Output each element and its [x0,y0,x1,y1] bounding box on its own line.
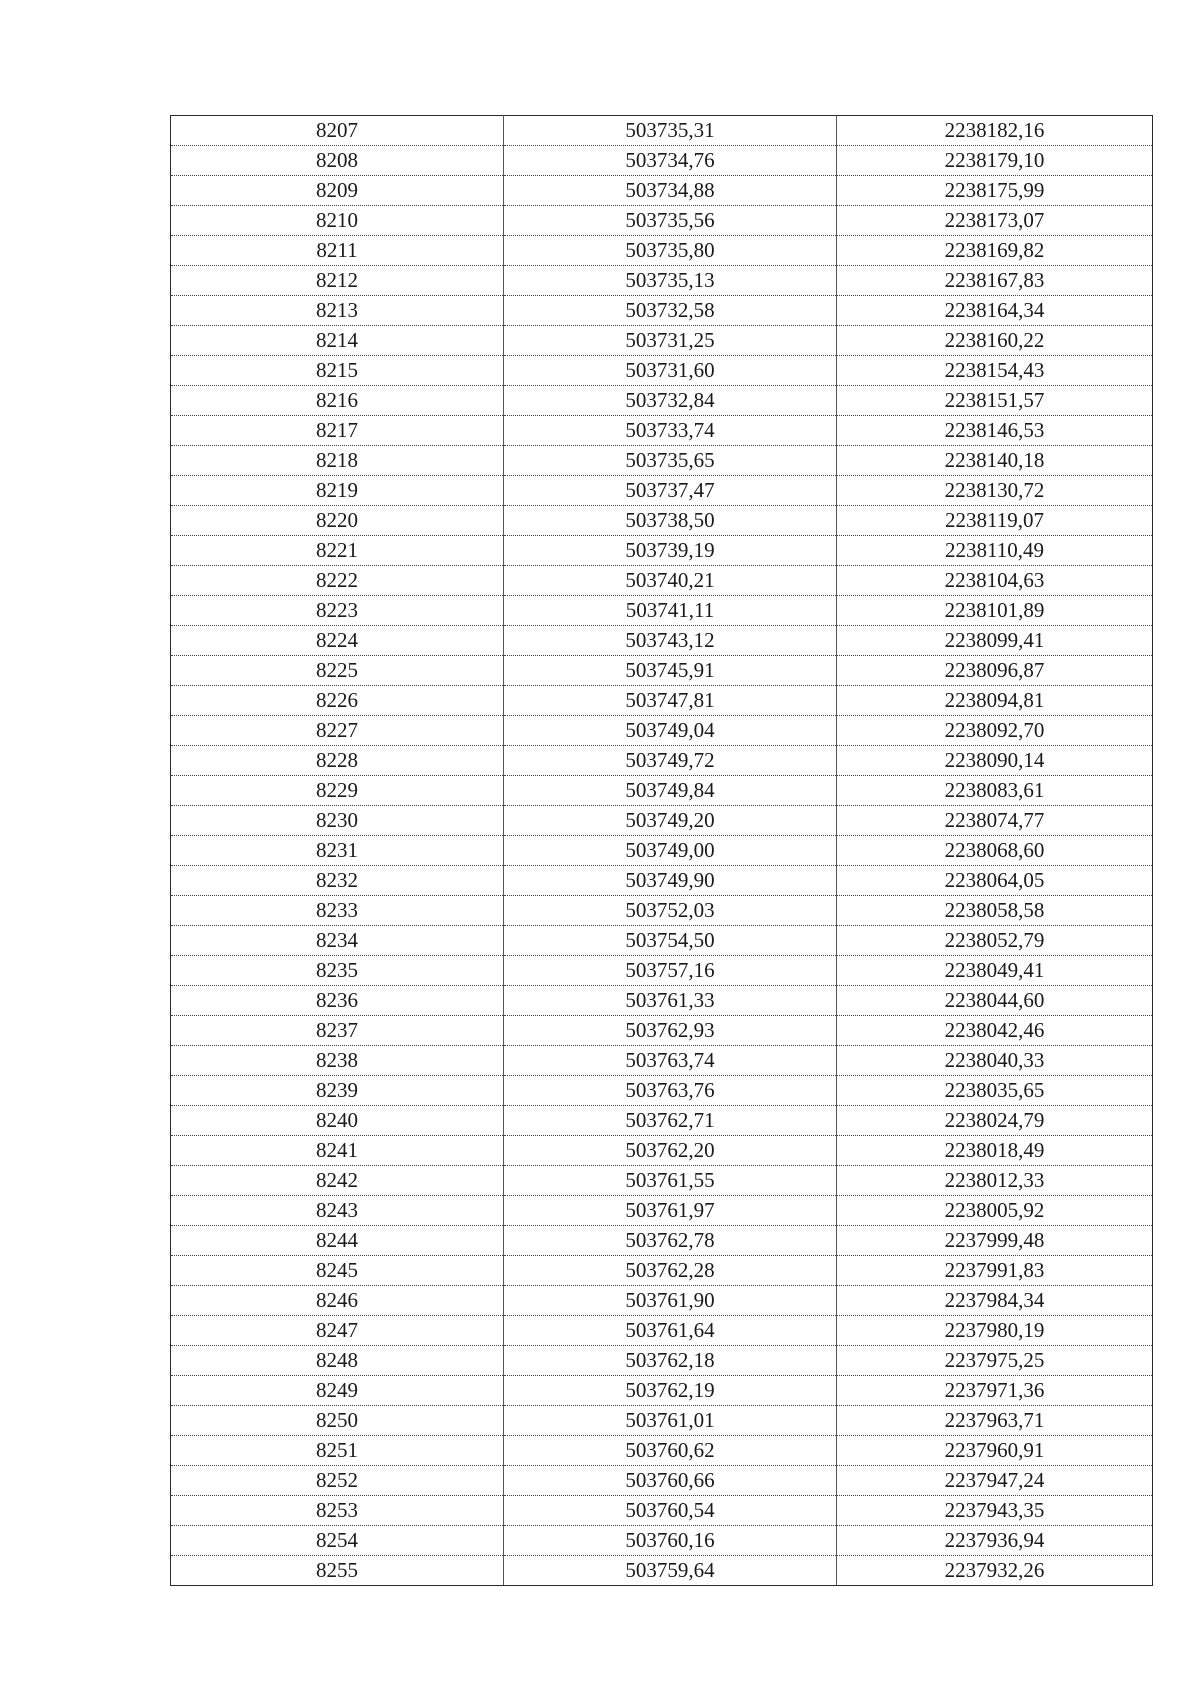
point-number-cell: 8247 [171,1316,504,1346]
x-coordinate-cell: 503759,64 [504,1556,837,1586]
x-coordinate-cell: 503732,58 [504,296,837,326]
y-coordinate-cell: 2238130,72 [837,476,1153,506]
table-row [171,1436,1153,1466]
point-number-cell: 8220 [171,506,504,536]
point-number-cell: 8252 [171,1466,504,1496]
table-row [171,1226,1153,1256]
y-coordinate-cell: 2238175,99 [837,176,1153,206]
y-coordinate-cell: 2238179,10 [837,146,1153,176]
point-number-cell: 8232 [171,866,504,896]
table-row [171,1466,1153,1496]
y-coordinate-cell: 2238044,60 [837,986,1153,1016]
x-coordinate-cell: 503731,25 [504,326,837,356]
y-coordinate-cell: 2237963,71 [837,1406,1153,1436]
table-row [171,836,1153,866]
point-number-cell: 8238 [171,1046,504,1076]
x-coordinate-cell: 503735,56 [504,206,837,236]
x-coordinate-cell: 503760,66 [504,1466,837,1496]
table-row [171,1496,1153,1526]
y-coordinate-cell: 2238074,77 [837,806,1153,836]
table-row [171,1526,1153,1556]
y-coordinate-cell: 2238119,07 [837,506,1153,536]
point-number-cell: 8250 [171,1406,504,1436]
point-number-cell: 8240 [171,1106,504,1136]
x-coordinate-cell: 503749,00 [504,836,837,866]
point-number-cell: 8235 [171,956,504,986]
point-number-cell: 8231 [171,836,504,866]
point-number-cell: 8242 [171,1166,504,1196]
point-number-cell: 8210 [171,206,504,236]
coordinates-table [170,115,1153,1586]
point-number-cell: 8223 [171,596,504,626]
table-row [171,626,1153,656]
x-coordinate-cell: 503762,20 [504,1136,837,1166]
point-number-cell: 8228 [171,746,504,776]
y-coordinate-cell: 2238099,41 [837,626,1153,656]
point-number-cell: 8219 [171,476,504,506]
y-coordinate-cell: 2238018,49 [837,1136,1153,1166]
x-coordinate-cell: 503762,78 [504,1226,837,1256]
y-coordinate-cell: 2237975,25 [837,1346,1153,1376]
y-coordinate-cell: 2238083,61 [837,776,1153,806]
point-number-cell: 8221 [171,536,504,566]
table-row [171,896,1153,926]
x-coordinate-cell: 503760,16 [504,1526,837,1556]
table-row [171,1106,1153,1136]
y-coordinate-cell: 2238154,43 [837,356,1153,386]
point-number-cell: 8227 [171,716,504,746]
table-row [171,236,1153,266]
x-coordinate-cell: 503735,80 [504,236,837,266]
point-number-cell: 8212 [171,266,504,296]
point-number-cell: 8213 [171,296,504,326]
y-coordinate-cell: 2238101,89 [837,596,1153,626]
table-row [171,476,1153,506]
y-coordinate-cell: 2238040,33 [837,1046,1153,1076]
table-row [171,1286,1153,1316]
y-coordinate-cell: 2237943,35 [837,1496,1153,1526]
y-coordinate-cell: 2238169,82 [837,236,1153,266]
y-coordinate-cell: 2237984,34 [837,1286,1153,1316]
table-row [171,326,1153,356]
table-row [171,506,1153,536]
point-number-cell: 8214 [171,326,504,356]
x-coordinate-cell: 503735,13 [504,266,837,296]
x-coordinate-cell: 503749,20 [504,806,837,836]
y-coordinate-cell: 2238035,65 [837,1076,1153,1106]
y-coordinate-cell: 2237932,26 [837,1556,1153,1586]
point-number-cell: 8226 [171,686,504,716]
x-coordinate-cell: 503739,19 [504,536,837,566]
point-number-cell: 8233 [171,896,504,926]
point-number-cell: 8225 [171,656,504,686]
x-coordinate-cell: 503761,33 [504,986,837,1016]
x-coordinate-cell: 503761,90 [504,1286,837,1316]
point-number-cell: 8254 [171,1526,504,1556]
x-coordinate-cell: 503760,62 [504,1436,837,1466]
point-number-cell: 8211 [171,236,504,266]
x-coordinate-cell: 503749,90 [504,866,837,896]
y-coordinate-cell: 2238094,81 [837,686,1153,716]
x-coordinate-cell: 503762,19 [504,1376,837,1406]
table-row [171,116,1153,146]
table-row [171,986,1153,1016]
x-coordinate-cell: 503761,64 [504,1316,837,1346]
point-number-cell: 8230 [171,806,504,836]
table-row [171,416,1153,446]
x-coordinate-cell: 503762,71 [504,1106,837,1136]
y-coordinate-cell: 2238064,05 [837,866,1153,896]
table-row [171,386,1153,416]
x-coordinate-cell: 503761,97 [504,1196,837,1226]
y-coordinate-cell: 2237947,24 [837,1466,1153,1496]
point-number-cell: 8246 [171,1286,504,1316]
y-coordinate-cell: 2238110,49 [837,536,1153,566]
point-number-cell: 8253 [171,1496,504,1526]
point-number-cell: 8234 [171,926,504,956]
table-row [171,206,1153,236]
point-number-cell: 8216 [171,386,504,416]
y-coordinate-cell: 2237971,36 [837,1376,1153,1406]
table-row [171,1046,1153,1076]
x-coordinate-cell: 503749,72 [504,746,837,776]
x-coordinate-cell: 503761,01 [504,1406,837,1436]
table-row [171,1196,1153,1226]
point-number-cell: 8243 [171,1196,504,1226]
x-coordinate-cell: 503757,16 [504,956,837,986]
table-row [171,806,1153,836]
x-coordinate-cell: 503731,60 [504,356,837,386]
point-number-cell: 8215 [171,356,504,386]
point-number-cell: 8251 [171,1436,504,1466]
point-number-cell: 8222 [171,566,504,596]
point-number-cell: 8218 [171,446,504,476]
table-row [171,566,1153,596]
point-number-cell: 8244 [171,1226,504,1256]
y-coordinate-cell: 2238160,22 [837,326,1153,356]
y-coordinate-cell: 2238164,34 [837,296,1153,326]
point-number-cell: 8255 [171,1556,504,1586]
x-coordinate-cell: 503745,91 [504,656,837,686]
x-coordinate-cell: 503762,18 [504,1346,837,1376]
y-coordinate-cell: 2238005,92 [837,1196,1153,1226]
x-coordinate-cell: 503763,76 [504,1076,837,1106]
x-coordinate-cell: 503741,11 [504,596,837,626]
table-row [171,356,1153,386]
y-coordinate-cell: 2238092,70 [837,716,1153,746]
point-number-cell: 8248 [171,1346,504,1376]
y-coordinate-cell: 2238096,87 [837,656,1153,686]
y-coordinate-cell: 2237991,83 [837,1256,1153,1286]
table-row [171,146,1153,176]
table-row [171,596,1153,626]
table-row [171,536,1153,566]
table-row [171,1136,1153,1166]
point-number-cell: 8229 [171,776,504,806]
point-number-cell: 8224 [171,626,504,656]
table-row [171,446,1153,476]
y-coordinate-cell: 2238146,53 [837,416,1153,446]
x-coordinate-cell: 503732,84 [504,386,837,416]
x-coordinate-cell: 503749,04 [504,716,837,746]
point-number-cell: 8245 [171,1256,504,1286]
x-coordinate-cell: 503762,93 [504,1016,837,1046]
table-row [171,296,1153,326]
x-coordinate-cell: 503737,47 [504,476,837,506]
y-coordinate-cell: 2238024,79 [837,1106,1153,1136]
table-row [171,956,1153,986]
point-number-cell: 8209 [171,176,504,206]
table-row [171,1346,1153,1376]
table-row [171,1406,1153,1436]
y-coordinate-cell: 2238151,57 [837,386,1153,416]
x-coordinate-cell: 503735,31 [504,116,837,146]
x-coordinate-cell: 503734,88 [504,176,837,206]
x-coordinate-cell: 503733,74 [504,416,837,446]
table-row [171,1256,1153,1286]
y-coordinate-cell: 2238182,16 [837,116,1153,146]
x-coordinate-cell: 503752,03 [504,896,837,926]
table-row [171,746,1153,776]
x-coordinate-cell: 503738,50 [504,506,837,536]
x-coordinate-cell: 503747,81 [504,686,837,716]
y-coordinate-cell: 2238090,14 [837,746,1153,776]
x-coordinate-cell: 503762,28 [504,1256,837,1286]
table-row [171,716,1153,746]
table-row [171,1376,1153,1406]
table-row [171,1076,1153,1106]
point-number-cell: 8208 [171,146,504,176]
table-row [171,656,1153,686]
table-row [171,1316,1153,1346]
x-coordinate-cell: 503763,74 [504,1046,837,1076]
table-row [171,926,1153,956]
table-row [171,1556,1153,1586]
table-row [171,1016,1153,1046]
x-coordinate-cell: 503760,54 [504,1496,837,1526]
coordinates-table-body [171,116,1153,1586]
x-coordinate-cell: 503734,76 [504,146,837,176]
y-coordinate-cell: 2238104,63 [837,566,1153,596]
x-coordinate-cell: 503740,21 [504,566,837,596]
y-coordinate-cell: 2237936,94 [837,1526,1153,1556]
x-coordinate-cell: 503743,12 [504,626,837,656]
table-row [171,776,1153,806]
y-coordinate-cell: 2238058,58 [837,896,1153,926]
point-number-cell: 8217 [171,416,504,446]
y-coordinate-cell: 2237999,48 [837,1226,1153,1256]
y-coordinate-cell: 2238052,79 [837,926,1153,956]
y-coordinate-cell: 2237960,91 [837,1436,1153,1466]
point-number-cell: 8237 [171,1016,504,1046]
table-row [171,266,1153,296]
y-coordinate-cell: 2238167,83 [837,266,1153,296]
y-coordinate-cell: 2237980,19 [837,1316,1153,1346]
y-coordinate-cell: 2238173,07 [837,206,1153,236]
x-coordinate-cell: 503749,84 [504,776,837,806]
y-coordinate-cell: 2238068,60 [837,836,1153,866]
point-number-cell: 8241 [171,1136,504,1166]
y-coordinate-cell: 2238042,46 [837,1016,1153,1046]
point-number-cell: 8239 [171,1076,504,1106]
table-row [171,1166,1153,1196]
table-row [171,176,1153,206]
y-coordinate-cell: 2238012,33 [837,1166,1153,1196]
point-number-cell: 8236 [171,986,504,1016]
table-row [171,866,1153,896]
x-coordinate-cell: 503754,50 [504,926,837,956]
x-coordinate-cell: 503735,65 [504,446,837,476]
point-number-cell: 8249 [171,1376,504,1406]
y-coordinate-cell: 2238140,18 [837,446,1153,476]
table-row [171,686,1153,716]
x-coordinate-cell: 503761,55 [504,1166,837,1196]
y-coordinate-cell: 2238049,41 [837,956,1153,986]
point-number-cell: 8207 [171,116,504,146]
